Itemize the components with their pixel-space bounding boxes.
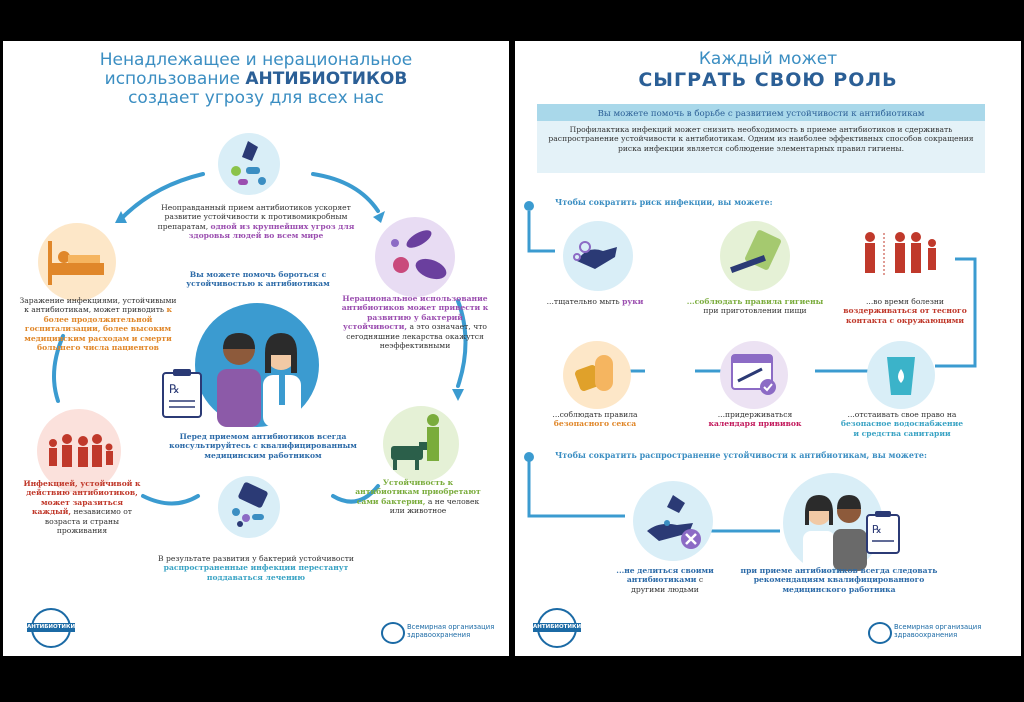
bacteria-icon (375, 217, 455, 297)
item8-text: при приеме антибиотиков всегда следовать рекомендациям квалифицированного медицинского работника (740, 566, 938, 594)
vaccination-calendar-icon (720, 341, 788, 409)
who-emblem-icon-2 (868, 622, 892, 644)
section2-heading: Чтобы сократить распространение устойчивости к антибиотикам, вы можете: (555, 450, 927, 460)
item5-text: ...придерживаться календаря прививок (708, 410, 802, 429)
item6-text: ...отстаивать свое право на безопасное водоснабжение и средства санитарии (840, 410, 964, 438)
pill-bottle-icon (218, 476, 280, 538)
item2-text: ...соблюдать правила гигиены при приготовлении пищи (686, 297, 824, 316)
left-poster (3, 41, 509, 656)
intro-text: Профилактика инфекций может снизить необходимость в приеме антибиотиков и сдерживать распространение устойчивости к антибиотикам. Одним из наиболее эффективных способов сокращения риска инфекции является соблюдение элементарных правил гигиены. (548, 125, 974, 153)
left-upper-text: Заражение инфекциями, устойчивыми к антибиотикам, может приводить к более продолжительной госпитализации, более высоким медицинским расходам и смерти большего числа пациентов (19, 296, 177, 353)
svg-text:℞: ℞ (169, 382, 180, 396)
handwashing-icon (563, 221, 633, 291)
prescription-clipboard-icon (161, 369, 203, 419)
item7-text: ...не делиться своими антибиотиками с другими людьми (616, 566, 714, 594)
who-emblem-icon (381, 622, 405, 644)
left-title-line1: Ненадлежащее и нерациональное (99, 50, 413, 70)
section1-heading: Чтобы сократить риск инфекции, вы можете: (555, 197, 773, 207)
antibiotics-campaign-logo-2: АНТИБИОТИКИ (537, 608, 577, 648)
distancing-people-icon (860, 229, 950, 285)
center-text: Вы можете помочь бороться с устойчивостью к антибиотикам (186, 270, 330, 289)
left-title-line3: создает угрозу для всех нас (128, 88, 384, 108)
hospital-bed-icon (38, 223, 116, 301)
left-title-line2: использование (104, 69, 246, 89)
who-logo-text-2: Всемирная организация здравоохранения (894, 623, 982, 639)
left-lower-text: Инфекцией, устойчивой к действию антибиотиков, может заразиться каждый, независимо от возраста и страны проживания (23, 479, 141, 536)
svg-text:℞: ℞ (872, 523, 882, 536)
center-bottom-text: Перед приемом антибиотиков всегда консультируйтесь с квалифицированным медицинским работником (169, 432, 357, 460)
human-animal-icon (383, 406, 459, 482)
condom-icon (563, 341, 631, 409)
who-logo-text: Всемирная организация здравоохранения (407, 623, 495, 639)
item3-text: ...во время болезни воздерживаться от тесного контакта с окружающими (843, 297, 967, 325)
right-title-line1: Каждый может (698, 49, 838, 69)
item1-text: ...тщательно мыть руки (546, 297, 644, 306)
food-hygiene-icon (720, 221, 790, 291)
right-lower-text: Устойчивость к антибиотикам приобретают сами бактерии, а не человек или животное (355, 478, 481, 516)
water-glass-icon (867, 341, 935, 409)
doctor-patient-illustration (195, 303, 319, 427)
right-upper-text: Нерациональное использование антибиотиков может привести к развитию у бактерий устойчивости, а это означает, что сегодняшние лекарства окажутся неэффективными (341, 294, 489, 351)
top-text: Неоправданный прием антибиотиков ускоряет развитие устойчивости к противомикробным препаратам, одной из крупнейших угроз для здоровья людей во всем мире (157, 203, 355, 241)
item4-text: ...соблюдать правила безопасного секса (552, 410, 638, 429)
right-title-line2: СЫГРАТЬ СВОЮ РОЛЬ (638, 69, 898, 91)
pills-hand-icon (218, 133, 280, 195)
no-sharing-pills-icon (633, 481, 713, 561)
bottom-text: В результате развития у бактерий устойчивости распространенные инфекции перестанут поддаваться лечению (158, 554, 354, 582)
prescription-clipboard-icon-2 (865, 511, 901, 555)
antibiotics-campaign-logo: АНТИБИОТИКИ (31, 608, 71, 648)
right-poster (515, 41, 1021, 656)
info-banner-text: Вы можете помочь в борьбе с развитием устойчивости к антибиотикам (597, 109, 925, 119)
left-title-bold: АНТИБИОТИКОВ (245, 69, 408, 89)
